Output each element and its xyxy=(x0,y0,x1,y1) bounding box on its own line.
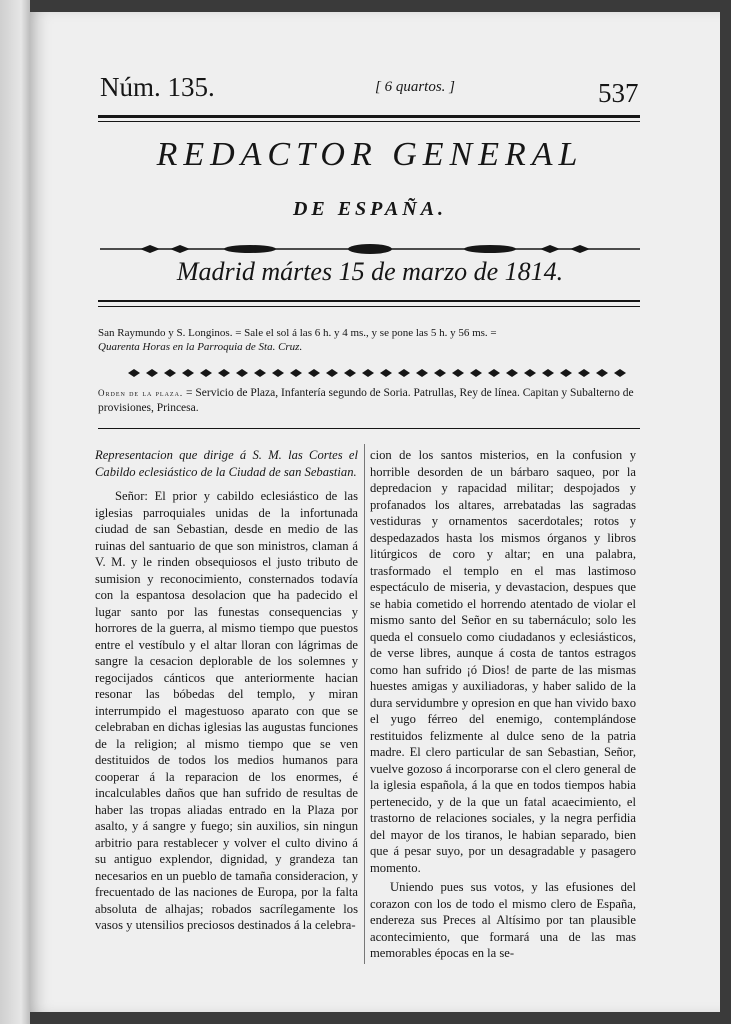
page-number: 537 xyxy=(598,78,639,108)
orden-text: = Servicio de Plaza, Infantería segundo de Soria. Patrullas, Rey de línea. Capitan y Subalterno de provisiones, Princesa. xyxy=(98,387,634,414)
issue-price: [ 6 quartos. ] xyxy=(375,79,456,95)
publication-dateline: Madrid mártes 15 de marzo de 1814. xyxy=(176,257,564,286)
section-rule xyxy=(98,428,640,429)
article-heading: Representacion que dirige á S. M. las Cortes el Cabildo eclesiástico de la Ciudad de san Sebastian. xyxy=(95,448,358,479)
left-column xyxy=(95,447,358,934)
orden-label: Orden de la plaza. xyxy=(98,388,184,398)
forty-hours-line: Quarenta Horas en la Parroquia de Sta. Cruz. xyxy=(98,341,303,353)
masthead-subtitle: DE ESPAÑA. xyxy=(292,198,448,220)
orden-de-la-plaza xyxy=(98,386,643,416)
header-rule xyxy=(98,115,640,122)
separator-ornament xyxy=(98,367,643,379)
dateline-rule-thin xyxy=(98,306,640,307)
article-paragraph-1: Señor: El prior y cabildo eclesiástico de las iglesias parroquiales unidas de la infortunada ciudad de san Sebastian, desde en medio de las ruinas del santuario de que son ministros, claman á V. M. y le rinden obsequiosos el justo tributo de sumision y reconocimiento, consternados todavía con la espantosa desolacion que ha padecido el lugar santo por las funestas consequencias y horrores de la guerra, al mismo tiempo que puestos entre el vestíbulo y el altar lloran con lágrimas de sangre la cesacion deplorable de los solemnes y regocijados cánticos que anteriormente hacian resonar las bóbedas del templo, y miran interrumpido el magestuoso aparato con que se celebraban en dichas iglesias las augustas funciones de la religion; al mismo tiempo que se ven destituidos de todos los medios humanos para cooperar á la reparacion de los enormes, é incalculables daños que han sufrido de resultas de haber las tropas aliadas entrado en la Plaza por asalto, y á sangre y fuego; sin auxilios, sin ningun arbitrio para restablecer y volver el culto divino á su antiguo explendor, dignidad, y grandeza tan necesarios en un pueblo de tamaña consideracion, y frecuentado de las naciones de Europa, por la falta absoluta de alhajas; robados sacrílegamente los vasos y utensilios preciosos destinados á la celebra- xyxy=(95,489,358,932)
saints-line: San Raymundo y S. Longinos. = Sale el sol á las 6 h. y 4 ms., y se pone las 5 h. y 56 ms. = xyxy=(98,327,497,339)
newspaper-page xyxy=(30,12,720,1012)
article-paragraph-2: Uniendo pues sus votos, y las efusiones del corazon con los de todo el mismo clero de España, endereza sus Preces al Altísimo por tan plausible acontecimiento, que formará una de las mas memorables épocas en la se- xyxy=(370,880,636,960)
facing-page-edge xyxy=(0,0,30,1024)
column-divider xyxy=(364,444,365,964)
saints-and-sunrise xyxy=(98,326,643,354)
masthead-title: REDACTOR GENERAL xyxy=(156,136,584,173)
dateline-rule xyxy=(98,300,640,302)
article-paragraph-1-cont: cion de los santos misterios, en la confusion y horrible desorden de un bárbaro saqueo, por la depredacion y rapacidad militar; despojados y profanados los altares, arrebatadas las sagradas vestiduras y ornamentos sacerdotales; rotos y despedazados hasta los mismos órganos y libros litúrgicos de coro y altar; en una palabra, trasformado el templo en el mas lastimoso espectáculo de miseria, y devastacion, despues que se habia cometido el horrendo atentado de violar el mismo santo del Señor en su tabernáculo; solo les queda el consuelo como ciudadanos y eclesiásticos, de verse libres, aunque á costa de tantos estragos como han sufrido ¡ó Dios! de parte de las mismas huestes amigas y auxiliadoras, y haber salido de la dura servidumbre y opresion en que han vivido baxo el yugo férreo del enemigo, contemplándose restituidos felizmente al dulce seno de la patria madre. El clero particular de san Sebastian, Señor, vuelve gozoso á incorporarse con el clero general de la iglesia española, á la que en todos tiempos habia pertenecido, y de la que un fatal acaecimiento, el trastorno de relaciones sociales, y la negra perfidia del mayor de los tiranos, le habian separado, bien que á pesar suyo, por un desagradable y pasagero momento. xyxy=(370,448,636,875)
issue-number: Núm. 135. xyxy=(100,72,215,102)
right-column xyxy=(370,447,636,962)
